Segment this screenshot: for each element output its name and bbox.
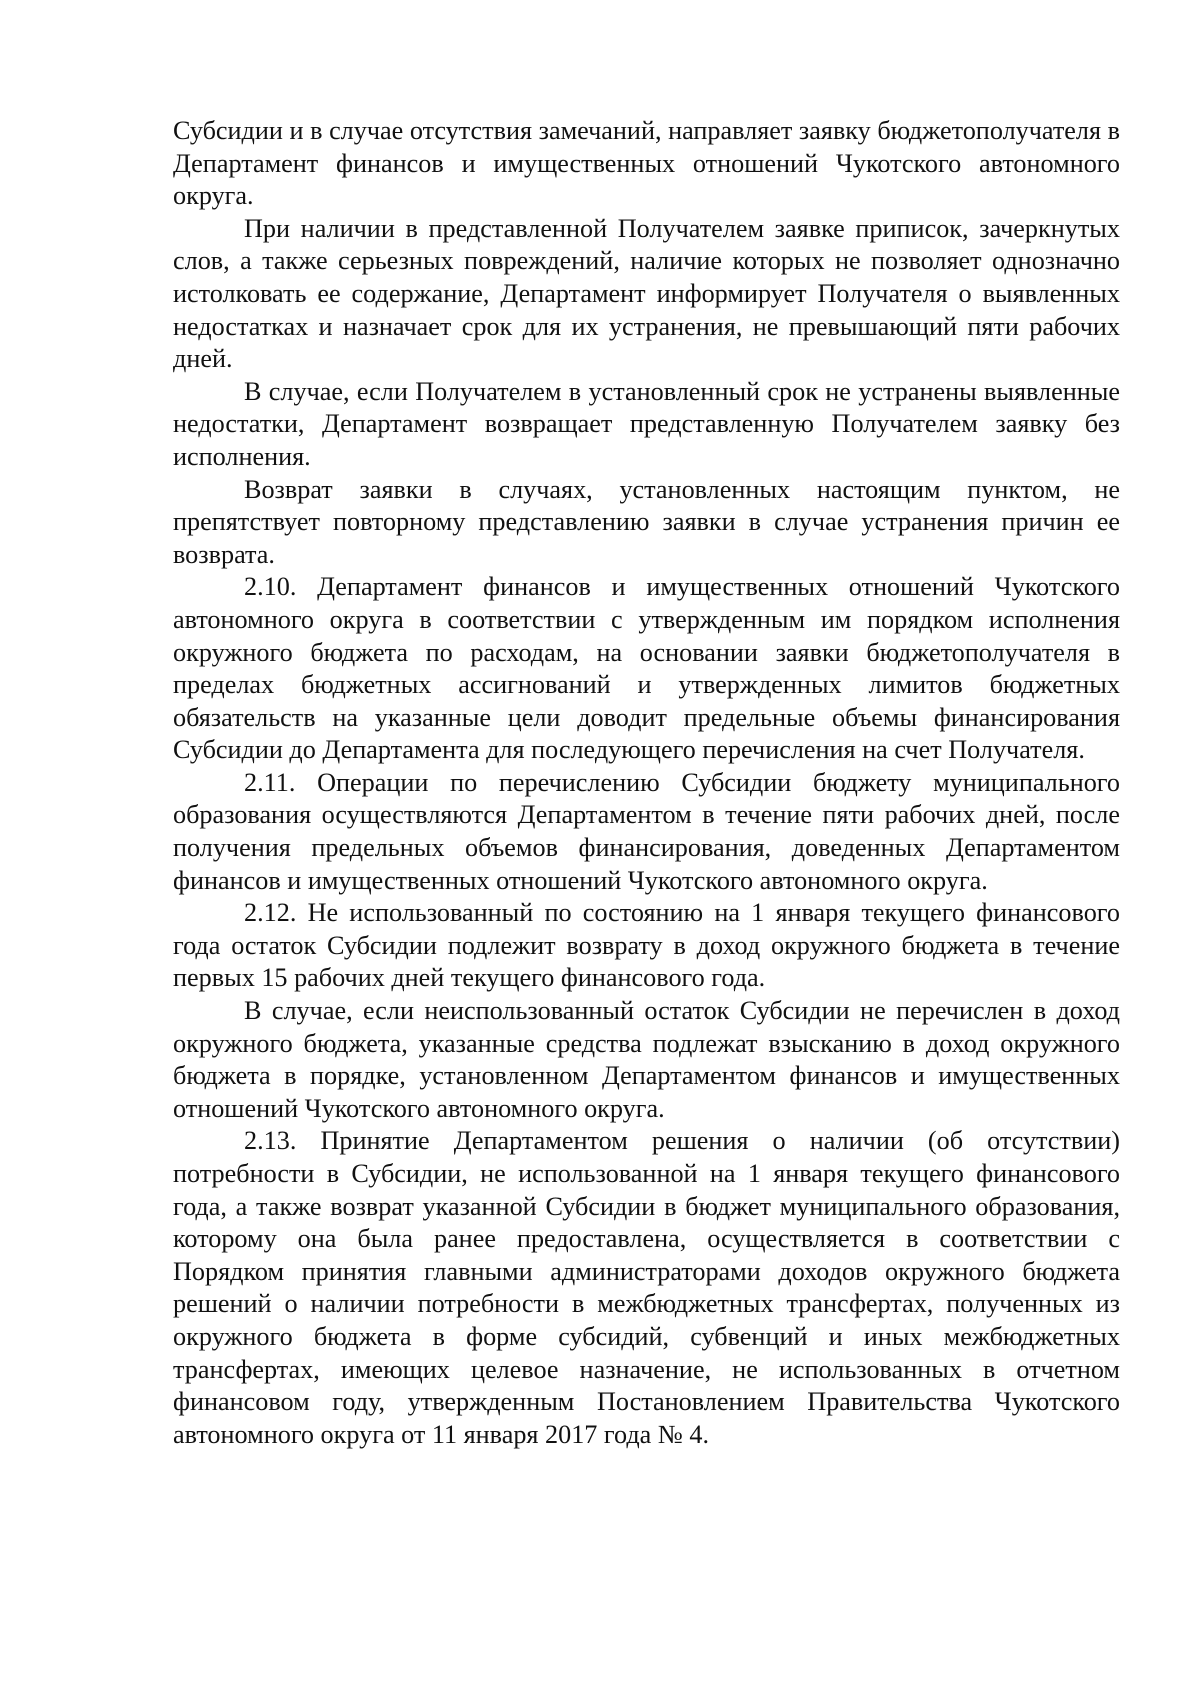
paragraph-clause-2-13: 2.13. Принятие Департаментом решения о наличии (об отсутствии) потребности в Субсидии, не использованной на 1 января текущего финансового года, а также возврат указанной Субсидии в бюджет муниципального образования, которому она была ранее предоставлена, осуществляется в соответствии с Порядком принятия главными администраторами доходов окружного бюджета решений о наличии потребности в межбюджетных трансфертах, полученных из окружного бюджета в форме субсидий, субвенций и иных межбюджетных трансфертах, имеющих целевое назначение, не использованных в отчетном финансовом году, утвержденным Постановлением Правительства Чукотского автономного округа от 11 января 2017 года № 4. [173,1126,1120,1449]
paragraph-clause-2-10: 2.10. Департамент финансов и имущественных отношений Чукотского автономного округа в соответствии с утвержденным им порядком исполнения окружного бюджета по расходам, на основании заявки бюджетополучателя в пределах бюджетных ассигнований и утвержденных лимитов бюджетных обязательств на указанные цели доводит предельные объемы финансирования Субсидии до Департамента для последующего перечисления на счет Получателя. [173,572,1120,765]
paragraph-unused-balance-recovery: В случае, если неиспользованный остаток Субсидии не перечислен в доход окружного бюджета, указанные средства подлежат взысканию в доход окружного бюджета в порядке, установленном Департаментом финансов и имущественных отношений Чукотского автономного округа. [173,996,1120,1123]
paragraph-clause-2-11: 2.11. Операции по перечислению Субсидии бюджету муниципального образования осуществляются Департаментом в течение пяти рабочих дней, после получения предельных объемов финансирования, доведенных Департаментом финансов и имущественных отношений Чукотского автономного округа. [173,767,1120,895]
document-page [173,115,1120,1451]
paragraph-application-defects: При наличии в представленной Получателем заявке приписок, зачеркнутых слов, а также серьезных повреждений, наличие которых не позволяет однозначно истолковать ее содержание, Департамент информирует Получателя о выявленных недостатках и назначает срок для их устранения, не превышающий пяти рабочих дней. [173,213,1120,374]
paragraph-subsidy-continuation: Субсидии и в случае отсутствия замечаний, направляет заявку бюджетополучателя в Департамент финансов и имущественных отношений Чукотского автономного округа. [173,116,1120,211]
paragraph-resubmission: Возврат заявки в случаях, установленных настоящим пунктом, не препятствует повторному представлению заявки в случае устранения причин ее возврата. [173,474,1120,569]
paragraph-application-return: В случае, если Получателем в установленный срок не устранены выявленные недостатки, Департамент возвращает представленную Получателем заявку без исполнения. [173,376,1120,471]
paragraph-clause-2-12: 2.12. Не использованный по состоянию на 1 января текущего финансового года остаток Субсидии подлежит возврату в доход окружного бюджета в течение первых 15 рабочих дней текущего финансового года. [173,898,1120,993]
